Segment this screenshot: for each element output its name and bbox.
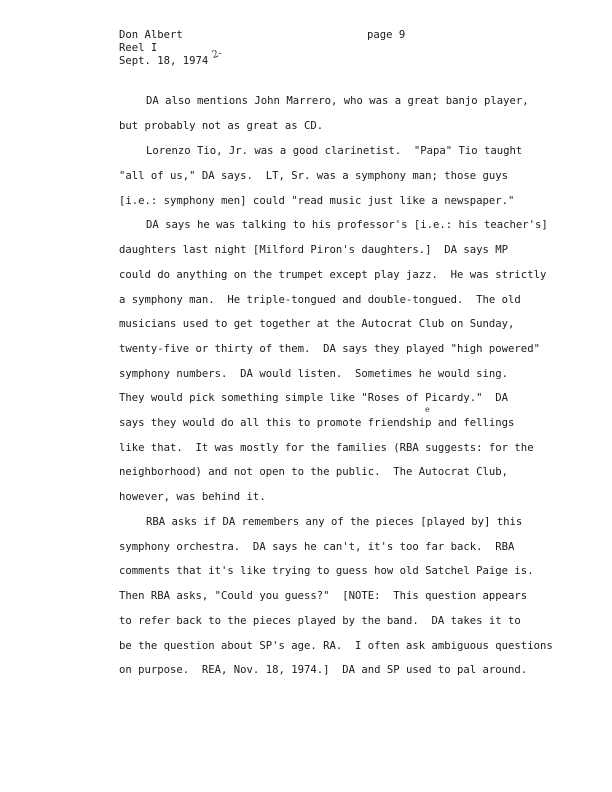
body-line: Lorenzo Tio, Jr. was a good clarinetist. "Papa" Tio taught bbox=[146, 145, 523, 157]
header-date: Sept. 18, 1974 bbox=[119, 55, 209, 67]
body-line: DA says he was talking to his professor's [i.e.: his teacher's] bbox=[146, 219, 548, 231]
body-line: DA also mentions John Marrero, who was a great banjo player, bbox=[146, 95, 529, 107]
body-line: daughters last night [Milford Piron's daughters.] DA says MP bbox=[119, 244, 509, 256]
header-name: Don Albert bbox=[119, 29, 183, 41]
body-line: be the question about SP's age. RA. I often ask ambiguous questions bbox=[119, 640, 553, 652]
body-line: Then RBA asks, "Could you guess?" [NOTE: This question appears bbox=[119, 590, 528, 602]
body-line: to refer back to the pieces played by the band. DA takes it to bbox=[119, 615, 521, 627]
body-line: but probably not as great as CD. bbox=[119, 120, 324, 132]
handwritten-mark: 2- bbox=[210, 47, 224, 62]
body-line: like that. It was mostly for the families (RBA suggests: for the bbox=[119, 442, 534, 454]
body-line: [i.e.: symphony men] could "read music just like a newspaper." bbox=[119, 195, 515, 207]
body-line: twenty-five or thirty of them. DA says they played "high powered" bbox=[119, 343, 540, 355]
body-line: "all of us," DA says. LT, Sr. was a symphony man; those guys bbox=[119, 170, 509, 182]
body-line: symphony numbers. DA would listen. Sometimes he would sing. bbox=[119, 368, 509, 380]
body-line: comments that it's like trying to guess how old Satchel Paige is. bbox=[119, 565, 534, 577]
body-line: musicians used to get together at the Autocrat Club on Sunday, bbox=[119, 318, 515, 330]
body-line: could do anything on the trumpet except play jazz. He was strictly bbox=[119, 269, 547, 281]
header-page-number: page 9 bbox=[367, 29, 406, 41]
body-line: a symphony man. He triple-tongued and double-tongued. The old bbox=[119, 294, 521, 306]
body-line: They would pick something simple like "Roses of Picardy." DA bbox=[119, 392, 509, 404]
body-line: however, was behind it. bbox=[119, 491, 266, 503]
body-line: symphony orchestra. DA says he can't, it's too far back. RBA bbox=[119, 541, 515, 553]
body-line: RBA asks if DA remembers any of the pieces [played by] this bbox=[146, 516, 523, 528]
body-line: neighborhood) and not open to the public. The Autocrat Club, bbox=[119, 466, 509, 478]
insertion-mark: e bbox=[425, 405, 430, 414]
body-line: on purpose. REA, Nov. 18, 1974.] DA and SP used to pal around. bbox=[119, 664, 528, 676]
header-reel: Reel I bbox=[119, 42, 158, 54]
body-line: says they would do all this to promote friendship and fellings bbox=[119, 417, 515, 429]
